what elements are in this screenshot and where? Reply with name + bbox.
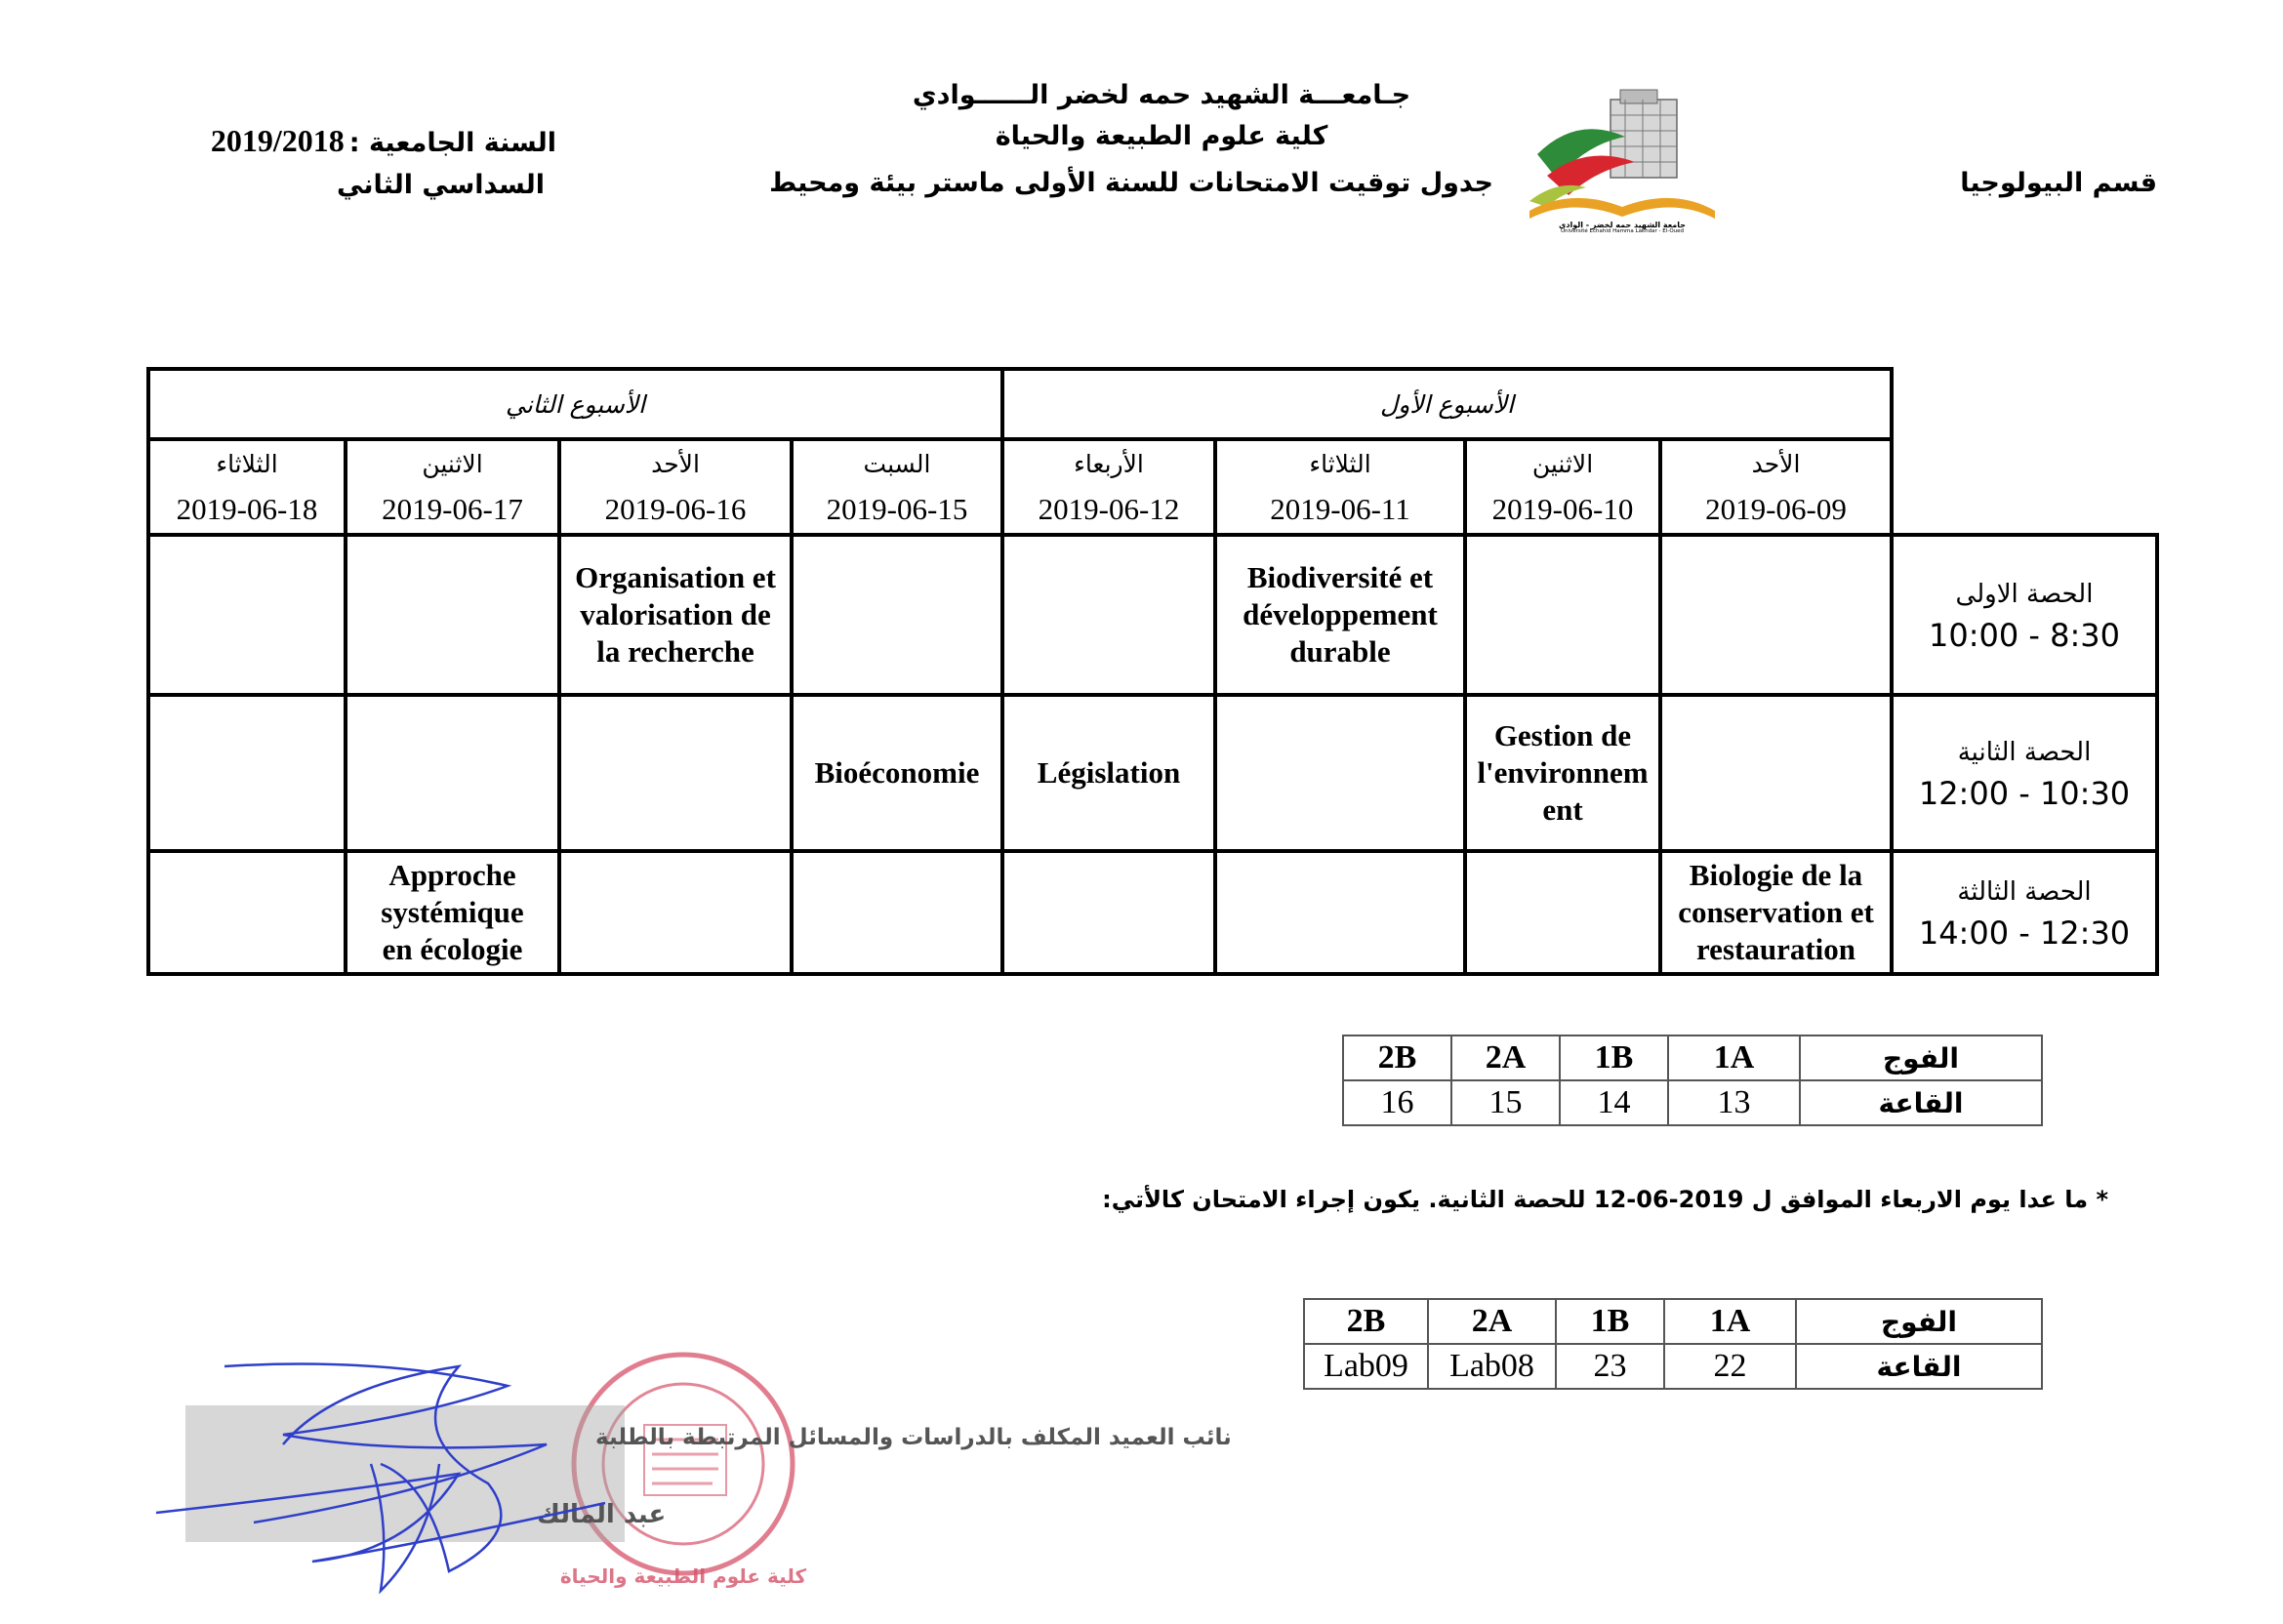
exam-cell: Organisation et valorisation de la recherche bbox=[559, 535, 792, 695]
room-label: القاعة bbox=[1800, 1080, 2042, 1125]
exam-cell bbox=[1002, 535, 1215, 695]
day-date: 2019-06-11 bbox=[1215, 486, 1465, 535]
group-cell: 2A bbox=[1428, 1299, 1556, 1344]
slot-time: 12:00 - 10:30 bbox=[1918, 775, 2131, 812]
page-title: جدول توقيت الامتحانات للسنة الأولى ماستر بيئة ومحيط bbox=[769, 168, 1493, 198]
day-date: 2019-06-17 bbox=[346, 486, 559, 535]
room-cell: Lab08 bbox=[1428, 1344, 1556, 1389]
rooms-table-2 bbox=[1303, 1298, 2043, 1390]
day-date: 2019-06-10 bbox=[1465, 486, 1660, 535]
academic-year-label: السنة الجامعية : bbox=[348, 128, 556, 158]
group-cell: 1A bbox=[1664, 1299, 1796, 1344]
corner-cell bbox=[1892, 439, 2157, 486]
slot-name: الحصة الاولى bbox=[1955, 580, 2094, 609]
day-date: 2019-06-12 bbox=[1002, 486, 1215, 535]
slot-name: الحصة الثالثة bbox=[1957, 877, 2092, 907]
day-date: 2019-06-16 bbox=[559, 486, 792, 535]
exam-cell: Biodiversité et développement durable bbox=[1215, 535, 1465, 695]
day-date: 2019-06-09 bbox=[1660, 486, 1892, 535]
university-name: جـامعـــة الشهيد حمه لخضر الــــــوادي bbox=[912, 80, 1411, 110]
faculty-name: كلية علوم الطبيعة والحياة bbox=[995, 121, 1328, 151]
group-cell: 2A bbox=[1451, 1035, 1560, 1080]
exam-cell bbox=[1215, 851, 1465, 974]
exam-cell bbox=[148, 535, 346, 695]
exam-cell: Gestion de l'environnement bbox=[1465, 695, 1660, 851]
exam-schedule-table bbox=[146, 367, 2159, 976]
exam-cell bbox=[1660, 695, 1892, 851]
day-name: الثلاثاء bbox=[148, 439, 346, 486]
department-name: قسم البيولوجيا bbox=[1960, 168, 2157, 198]
exam-cell bbox=[148, 851, 346, 974]
semester: السداسي الثاني bbox=[337, 170, 545, 200]
academic-year-value: 2019/2018 bbox=[210, 123, 345, 158]
room-cell: Lab09 bbox=[1304, 1344, 1428, 1389]
group-cell: 2B bbox=[1343, 1035, 1451, 1080]
room-cell: 23 bbox=[1556, 1344, 1664, 1389]
exam-cell: Bioéconomie bbox=[792, 695, 1002, 851]
slot-time: 10:00 - 8:30 bbox=[1929, 617, 2120, 654]
room-cell: 14 bbox=[1560, 1080, 1668, 1125]
group-label: الفوج bbox=[1800, 1035, 2042, 1080]
academic-year bbox=[166, 123, 556, 159]
day-date: 2019-06-15 bbox=[792, 486, 1002, 535]
slot-name: الحصة الثانية bbox=[1957, 738, 2092, 767]
exam-cell bbox=[346, 695, 559, 851]
official-stamp bbox=[137, 1327, 1232, 1620]
exam-cell bbox=[559, 695, 792, 851]
room-cell: 22 bbox=[1664, 1344, 1796, 1389]
exam-cell: Approche systémique en écologie bbox=[346, 851, 559, 974]
exam-cell bbox=[1215, 695, 1465, 851]
room-cell: 15 bbox=[1451, 1080, 1560, 1125]
corner-cell bbox=[1892, 369, 2157, 439]
logo-caption-fr: Université Echahid Hamma Lakhdar - El-Oued bbox=[1560, 228, 1685, 234]
rooms-table-1 bbox=[1342, 1035, 2043, 1126]
slot-label bbox=[1892, 851, 2157, 974]
room-cell: 13 bbox=[1668, 1080, 1800, 1125]
exam-cell bbox=[1465, 851, 1660, 974]
university-logo-icon bbox=[1518, 86, 1728, 232]
corner-cell bbox=[1892, 486, 2157, 535]
exam-cell bbox=[346, 535, 559, 695]
logo-caption-ar: جامعة الشهيد حمه لخضر - الوادي bbox=[1559, 221, 1686, 229]
day-name: الثلاثاء bbox=[1215, 439, 1465, 486]
week-first-header: الأسبوع الأول bbox=[1002, 369, 1892, 439]
group-cell: 1B bbox=[1556, 1299, 1664, 1344]
slot-label bbox=[1892, 695, 2157, 851]
slot-time: 14:00 - 12:30 bbox=[1918, 914, 2131, 952]
day-name: الاثنين bbox=[1465, 439, 1660, 486]
university-logo bbox=[1518, 86, 1728, 232]
day-name: السبت bbox=[792, 439, 1002, 486]
exam-cell: Biologie de la conservation et restauration bbox=[1660, 851, 1892, 974]
signer-name: عبد المالك bbox=[537, 1500, 667, 1529]
exam-cell bbox=[792, 851, 1002, 974]
exam-cell bbox=[559, 851, 792, 974]
day-name: الأحد bbox=[559, 439, 792, 486]
group-cell: 2B bbox=[1304, 1299, 1428, 1344]
day-name: الاثنين bbox=[346, 439, 559, 486]
day-name: الأحد bbox=[1660, 439, 1892, 486]
room-label: القاعة bbox=[1796, 1344, 2042, 1389]
seal-text: كلية علوم الطبيعة والحياة bbox=[559, 1564, 807, 1588]
stamp-signature-image bbox=[137, 1327, 1232, 1620]
room-cell: 16 bbox=[1343, 1080, 1451, 1125]
day-name: الأربعاء bbox=[1002, 439, 1215, 486]
exam-cell bbox=[792, 535, 1002, 695]
week-second-header: الأسبوع الثاني bbox=[148, 369, 1002, 439]
signature-text: نائب العميد المكلف بالدراسات والمسائل المرتبطة بالطلبة bbox=[595, 1425, 1232, 1450]
slot-label bbox=[1892, 535, 2157, 695]
group-cell: 1A bbox=[1668, 1035, 1800, 1080]
group-cell: 1B bbox=[1560, 1035, 1668, 1080]
exam-cell bbox=[148, 695, 346, 851]
exam-cell bbox=[1002, 851, 1215, 974]
exam-cell bbox=[1660, 535, 1892, 695]
exception-note: * ما عدا يوم الاربعاء الموافق ل 2019-06-12 للحصة الثانية. يكون إجراء الامتحان كالأتي: bbox=[1102, 1186, 2108, 1213]
group-label: الفوج bbox=[1796, 1299, 2042, 1344]
exam-cell bbox=[1465, 535, 1660, 695]
exam-cell: Législation bbox=[1002, 695, 1215, 851]
day-date: 2019-06-18 bbox=[148, 486, 346, 535]
